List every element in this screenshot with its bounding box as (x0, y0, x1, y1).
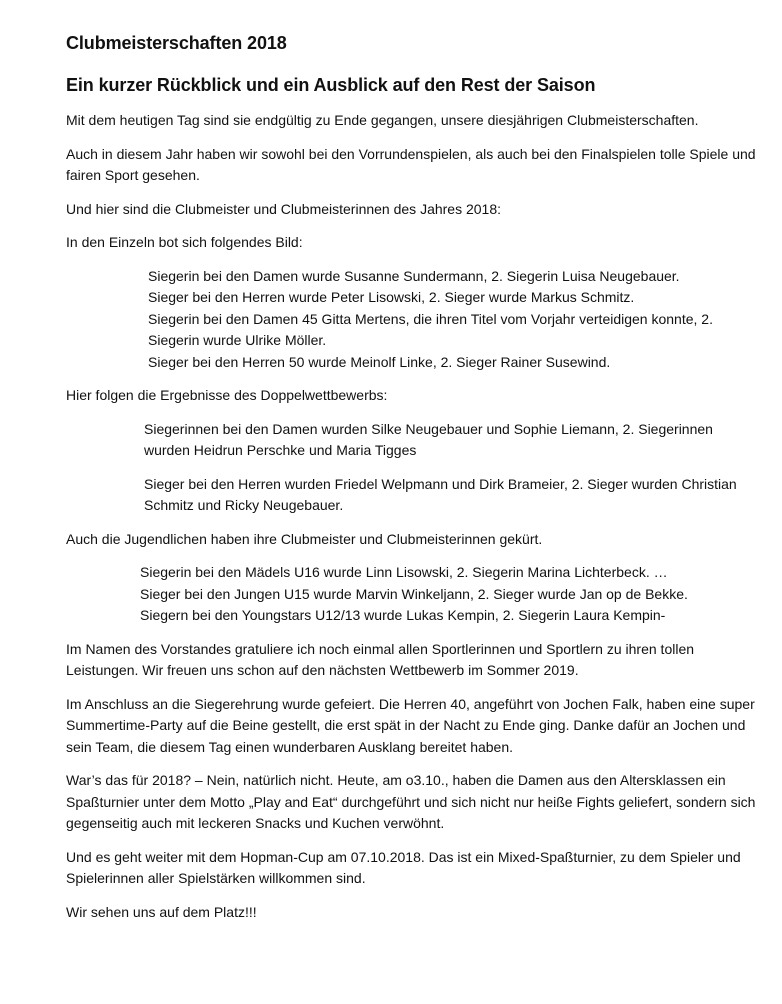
doubles-results-block (144, 419, 756, 517)
youth-results-block (140, 562, 756, 627)
singles-results-block (148, 266, 756, 374)
singles-result-item: Sieger bei den Herren 50 wurde Meinolf Linke, 2. Sieger Rainer Susewind. (148, 353, 611, 370)
paragraph-doubles-intro: Hier folgen die Ergebnisse des Doppelwettbewerbs: (66, 387, 388, 403)
doubles-result-item: Sieger bei den Herren wurden Friedel Welpmann und Dirk Brameier, 2. Sieger wurden Christian Schmitz und Ricky Neugebauer. (144, 475, 737, 513)
document-subtitle: Ein kurzer Rückblick und ein Ausblick auf den Rest der Saison (66, 75, 596, 95)
doubles-result-item: Siegerinnen bei den Damen wurden Silke Neugebauer und Sophie Liemann, 2. Siegerinnen wurden Heidrun Perschke und Maria Tigges (144, 420, 713, 458)
singles-result-item: Siegerin bei den Damen wurde Susanne Sundermann, 2. Siegerin Luisa Neugebauer. (148, 267, 680, 284)
youth-result-item: Siegerin bei den Mädels U16 wurde Linn Lisowski, 2. Siegerin Marina Lichterbeck. … (140, 564, 668, 580)
document-body (66, 30, 756, 935)
paragraph-hopman: Und es geht weiter mit dem Hopman-Cup am 07.10.2018. Das ist ein Mixed-Spaßturnier, zu dem Spieler und Spielerinnen aller Spielstärken willkommen sind. (66, 848, 741, 886)
paragraph-party: Im Anschluss an die Siegerehrung wurde gefeiert. Die Herren 40, angeführt von Jochen Falk, haben eine super Summertime-Party auf die Beine gestellt, die erst spät in der Nacht zu Ende ging. Danke dafür an Jochen und sein Team, die diesem Tag einen wunderbaren Ausklang bereitet haben. (66, 695, 755, 755)
paragraph-intro-2: Auch in diesem Jahr haben wir sowohl bei den Vorrundenspielen, als auch bei den Finalspielen tolle Spiele und fairen Sport gesehen. (66, 145, 756, 183)
youth-result-item: Siegern bei den Youngstars U12/13 wurde Lukas Kempin, 2. Siegerin Laura Kempin- (140, 607, 666, 623)
youth-result-item: Sieger bei den Jungen U15 wurde Marvin Winkeljann, 2. Sieger wurde Jan op de Bekke. (140, 585, 688, 602)
singles-result-item: Siegerin bei den Damen 45 Gitta Mertens, die ihren Titel vom Vorjahr verteidigen konnte, 2. Siegerin wurde Ulrike Möller. (148, 310, 713, 348)
document-title: Clubmeisterschaften 2018 (66, 33, 287, 53)
paragraph-closing: Wir sehen uns auf dem Platz!!! (66, 903, 257, 920)
paragraph-intro-1: Mit dem heutigen Tag sind sie endgültig zu Ende gegangen, unsere diesjährigen Clubmeisterschaften. (66, 112, 699, 128)
paragraph-congrats: Im Namen des Vorstandes gratuliere ich noch einmal allen Sportlerinnen und Sportlern zu ihren tollen Leistungen. Wir freuen uns schon auf den nächsten Wettbewerb im Sommer 2019. (66, 640, 695, 678)
paragraph-youth-intro: Auch die Jugendlichen haben ihre Clubmeister und Clubmeisterinnen gekürt. (66, 530, 543, 547)
singles-result-item: Sieger bei den Herren wurde Peter Lisowski, 2. Sieger wurde Markus Schmitz. (148, 289, 635, 305)
paragraph-outlook: War’s das für 2018? – Nein, natürlich nicht. Heute, am o3.10., haben die Damen aus den Altersklassen ein Spaßturnier unter dem Motto „Play and Eat“ durchgeführt und sich nicht nur heiße Fights geliefert, sondern sich gegenseitig auch mit leckeren Snacks und Kuchen verwöhnt. (66, 772, 756, 831)
paragraph-singles-intro: In den Einzeln bot sich folgendes Bild: (66, 234, 303, 250)
paragraph-intro-3: Und hier sind die Clubmeister und Clubmeisterinnen des Jahres 2018: (66, 200, 502, 217)
